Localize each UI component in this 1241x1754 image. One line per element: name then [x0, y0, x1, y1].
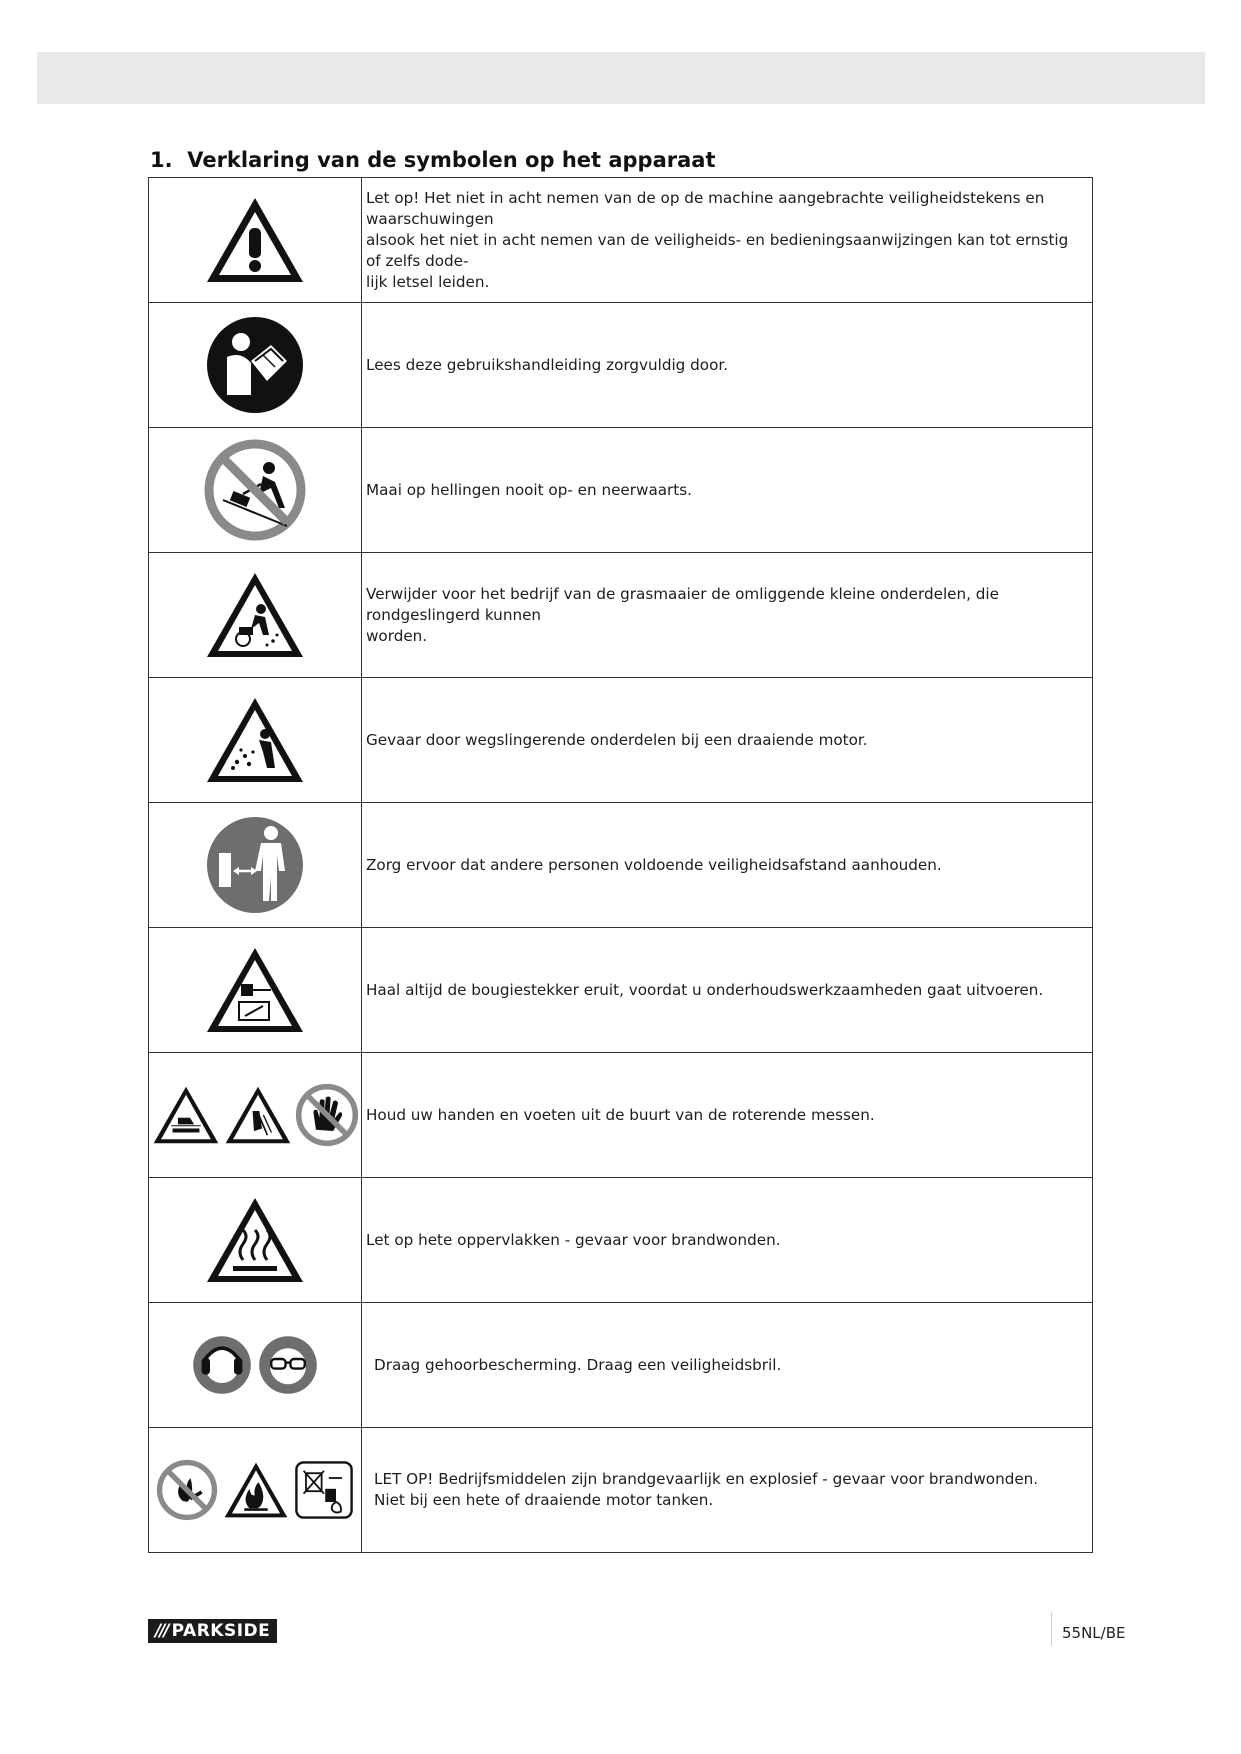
- page-number: 55NL/BE: [1062, 1624, 1126, 1642]
- icon-cell: [149, 803, 362, 928]
- description-text: Verwijder voor het bedrijf van de grasmaaier de omliggende kleine onderdelen, die rondgeslingerd kunnen worden.: [366, 584, 999, 645]
- table-row: [149, 928, 1093, 1053]
- description-text: Maai op hellingen nooit op- en neerwaarts.: [366, 480, 692, 499]
- section-number: 1.: [150, 148, 173, 172]
- description-text: Lees deze gebruikshandleiding zorgvuldig door.: [366, 355, 729, 374]
- description-text: Gevaar door wegslingerende onderdelen bij een draaiende motor.: [366, 730, 868, 749]
- read-manual-icon: [205, 315, 305, 415]
- no-mowing-up-down-slope-icon: [203, 438, 307, 542]
- logo-slashes: ///: [155, 1621, 168, 1641]
- foot-blade-warning-icon: [151, 1084, 221, 1146]
- remove-debris-warning-icon: [203, 569, 307, 661]
- parkside-logo: [148, 1619, 277, 1643]
- keep-distance-icon: [205, 815, 305, 915]
- flammable-warning-icon: [222, 1460, 290, 1520]
- hand-blade-warning-icon: [223, 1084, 293, 1146]
- logo-text: PARKSIDE: [171, 1621, 271, 1641]
- description-text: LET OP! Bedrijfsmiddelen zijn brandgevaarlijk en explosief - gevaar voor brandwonden. Niet bij een hete of draaiende motor tanken.: [374, 1470, 1039, 1509]
- table-row: [149, 1428, 1093, 1553]
- safety-glasses-icon: [258, 1335, 318, 1395]
- description-cell: [362, 928, 1093, 1053]
- table-row: [149, 303, 1093, 428]
- description-cell: [362, 428, 1093, 553]
- description-cell: [362, 178, 1093, 303]
- description-cell: [362, 553, 1093, 678]
- section-title-text: Verklaring van de symbolen op het apparaat: [187, 148, 716, 172]
- description-text: Let op! Het niet in acht nemen van de op de machine aangebrachte veiligheidstekens en waarschuwingen alsook het niet in acht nemen van de veiligheids- en bedieningsaanwijzingen kan tot ernstig of zelfs dode- lijk letsel leiden.: [366, 188, 1069, 291]
- description-text: Zorg ervoor dat andere personen voldoende veiligheidsafstand aanhouden.: [366, 855, 942, 874]
- description-text: Houd uw handen en voeten uit de buurt van de roterende messen.: [366, 1105, 875, 1124]
- icon-cell: [149, 1178, 362, 1303]
- footer-divider: [1051, 1612, 1052, 1646]
- description-cell: [362, 803, 1093, 928]
- no-open-flame-icon: [156, 1459, 218, 1521]
- spark-plug-warning-icon: [203, 944, 307, 1036]
- symbol-table: [148, 177, 1093, 1553]
- description-cell: [362, 303, 1093, 428]
- no-refuel-hot-engine-icon: [294, 1460, 354, 1520]
- table-row: [149, 1303, 1093, 1428]
- icon-cell: [149, 1053, 362, 1178]
- description-cell: [362, 1178, 1093, 1303]
- description-text: Draag gehoorbescherming. Draag een veiligheidsbril.: [374, 1355, 782, 1374]
- table-row: [149, 1178, 1093, 1303]
- icon-cell: [149, 678, 362, 803]
- section-title: [150, 148, 716, 172]
- icon-cell: [149, 553, 362, 678]
- description-text: Haal altijd de bougiestekker eruit, voordat u onderhoudswerkzaamheden gaat uitvoeren.: [366, 980, 1044, 999]
- header-band: [37, 52, 1205, 104]
- description-cell: [362, 678, 1093, 803]
- table-row: [149, 1053, 1093, 1178]
- table-row: [149, 678, 1093, 803]
- no-hands-icon: [295, 1083, 359, 1147]
- icon-cell: [149, 1303, 362, 1428]
- description-cell: [362, 1303, 1093, 1428]
- description-cell: [362, 1053, 1093, 1178]
- hot-surface-warning-icon: [203, 1194, 307, 1286]
- icon-cell: [149, 1428, 362, 1553]
- icon-cell: [149, 928, 362, 1053]
- table-row: [149, 428, 1093, 553]
- icon-cell: [149, 303, 362, 428]
- warning-exclamation-icon: [203, 194, 307, 286]
- description-cell: [362, 1428, 1093, 1553]
- icon-cell: [149, 428, 362, 553]
- icon-cell: [149, 178, 362, 303]
- table-row: [149, 553, 1093, 678]
- ear-protection-icon: [192, 1335, 252, 1395]
- table-row: [149, 803, 1093, 928]
- flying-parts-warning-icon: [203, 694, 307, 786]
- description-text: Let op hete oppervlakken - gevaar voor brandwonden.: [366, 1230, 781, 1249]
- table-row: [149, 178, 1093, 303]
